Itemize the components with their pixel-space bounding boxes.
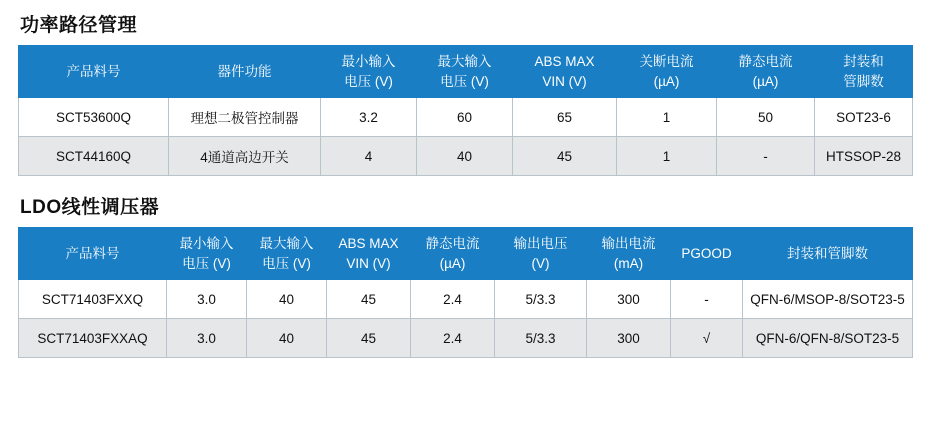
- column-header-vout: 输出电压 (V): [495, 228, 587, 280]
- table-row: [19, 137, 913, 176]
- cell-function: 4通道高边开关: [169, 137, 321, 176]
- cell-pgood: -: [671, 280, 743, 319]
- table-row: [19, 280, 913, 319]
- column-header-iout: 输出电流 (mA): [587, 228, 671, 280]
- page-title-ldo: LDO线性调压器: [20, 197, 160, 219]
- cell-vin-max: 40: [247, 280, 327, 319]
- cell-iout: 300: [587, 319, 671, 358]
- column-header-shutdown-current: 关断电流 (µA): [617, 46, 717, 98]
- cell-package: SOT23-6: [815, 98, 913, 137]
- column-header-quiescent-current: 静态电流 (µA): [411, 228, 495, 280]
- column-header-vin-min: 最小输入 电压 (V): [321, 46, 417, 98]
- cell-package: QFN-6/QFN-8/SOT23-5: [743, 319, 913, 358]
- cell-vin-max: 40: [247, 319, 327, 358]
- cell-quiescent-current: 50: [717, 98, 815, 137]
- cell-shutdown-current: 1: [617, 98, 717, 137]
- column-header-vin-max: 最大输入 电压 (V): [417, 46, 513, 98]
- cell-package: HTSSOP-28: [815, 137, 913, 176]
- cell-abs-max-vin: 65: [513, 98, 617, 137]
- cell-part-number: SCT44160Q: [19, 137, 169, 176]
- cell-function: 理想二极管控制器: [169, 98, 321, 137]
- cell-package: QFN-6/MSOP-8/SOT23-5: [743, 280, 913, 319]
- column-header-function: 器件功能: [169, 46, 321, 98]
- cell-vin-min: 3.0: [167, 280, 247, 319]
- section-power-path-management: [18, 10, 912, 176]
- cell-pgood: √: [671, 319, 743, 358]
- cell-abs-max-vin: 45: [327, 280, 411, 319]
- cell-vin-max: 40: [417, 137, 513, 176]
- cell-part-number: SCT71403FXXQ: [19, 280, 167, 319]
- section-ldo-regulators: [18, 192, 912, 358]
- table-row: [19, 319, 913, 358]
- power-path-table: [18, 45, 913, 176]
- cell-vin-max: 60: [417, 98, 513, 137]
- table-header-row: [19, 46, 913, 98]
- cell-shutdown-current: 1: [617, 137, 717, 176]
- column-header-pgood: PGOOD: [671, 228, 743, 280]
- cell-part-number: SCT71403FXXAQ: [19, 319, 167, 358]
- page-title: 功率路径管理: [20, 15, 138, 36]
- column-header-vin-min: 最小输入 电压 (V): [167, 228, 247, 280]
- cell-abs-max-vin: 45: [327, 319, 411, 358]
- ldo-table: [18, 227, 913, 358]
- table-row: [19, 98, 913, 137]
- column-header-vin-max: 最大输入 电压 (V): [247, 228, 327, 280]
- cell-iout: 300: [587, 280, 671, 319]
- column-header-part-number: 产品料号: [19, 228, 167, 280]
- cell-vin-min: 3.0: [167, 319, 247, 358]
- cell-quiescent-current: 2.4: [411, 280, 495, 319]
- column-header-part-number: 产品料号: [19, 46, 169, 98]
- cell-quiescent-current: -: [717, 137, 815, 176]
- cell-vin-min: 4: [321, 137, 417, 176]
- column-header-abs-max-vin: ABS MAX VIN (V): [327, 228, 411, 280]
- column-header-package: 封装和管脚数: [743, 228, 913, 280]
- cell-abs-max-vin: 45: [513, 137, 617, 176]
- column-header-package: 封装和 管脚数: [815, 46, 913, 98]
- cell-vout: 5/3.3: [495, 280, 587, 319]
- table-header-row: [19, 228, 913, 280]
- cell-vin-min: 3.2: [321, 98, 417, 137]
- cell-vout: 5/3.3: [495, 319, 587, 358]
- column-header-quiescent-current: 静态电流 (µA): [717, 46, 815, 98]
- column-header-abs-max-vin: ABS MAX VIN (V): [513, 46, 617, 98]
- cell-quiescent-current: 2.4: [411, 319, 495, 358]
- cell-part-number: SCT53600Q: [19, 98, 169, 137]
